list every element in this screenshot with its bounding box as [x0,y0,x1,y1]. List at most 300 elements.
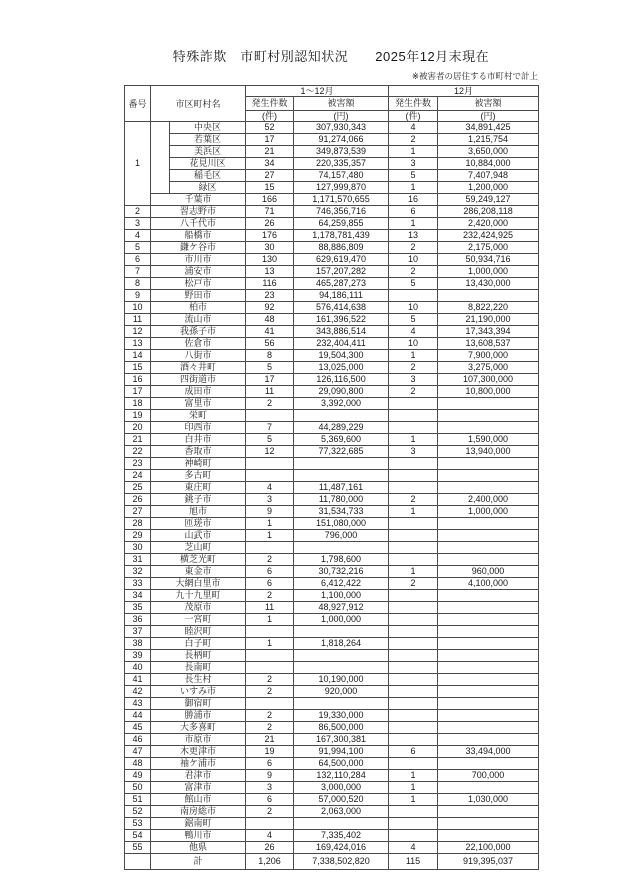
cell-municipality: 銚子市 [151,494,246,506]
cell-cases-annual [246,542,294,554]
cell-amount-annual [294,818,389,830]
cell-cases-annual: 27 [246,170,294,182]
cell-number: 26 [125,494,151,506]
table-row [125,446,539,458]
cell-municipality: 佐倉市 [151,338,246,350]
cell-amount-december [438,530,539,542]
cell-amount-december [438,638,539,650]
cell-number: 48 [125,758,151,770]
cell-cases-annual: 2 [246,674,294,686]
cell-amount-annual: 31,534,733 [294,506,389,518]
cell-cases-annual: 130 [246,254,294,266]
cell-amount-december: 13,430,000 [438,278,539,290]
cell-number: 16 [125,374,151,386]
cell-cases-december [389,638,438,650]
cell-amount-annual: 10,190,000 [294,674,389,686]
cell-amount-annual: 1,798,600 [294,554,389,566]
table-header [125,86,539,122]
cell-municipality: 鎌ケ谷市 [151,242,246,254]
cell-amount-annual [294,626,389,638]
cell-cases-december: 5 [389,314,438,326]
cell-cases-december [389,734,438,746]
table-row [125,854,539,870]
cell-municipality: 茂原市 [151,602,246,614]
cell-cases-december: 2 [389,578,438,590]
header-unit-yen-december: (円) [438,111,539,122]
cell-cases-annual [246,626,294,638]
cell-amount-december: 34,891,425 [438,122,539,134]
cell-cases-annual: 19 [246,746,294,758]
cell-cases-december: 2 [389,134,438,146]
cell-number: 33 [125,578,151,590]
cell-cases-december [389,626,438,638]
cell-number: 38 [125,638,151,650]
cell-cases-december: 5 [389,278,438,290]
table-row [125,242,539,254]
cell-municipality: 鴨川市 [151,830,246,842]
cell-amount-annual: 77,322,685 [294,446,389,458]
cell-municipality: 九十九里町 [151,590,246,602]
cell-cases-annual: 2 [246,398,294,410]
cell-number: 13 [125,338,151,350]
cell-amount-december [438,650,539,662]
cell-cases-december [389,662,438,674]
cell-municipality: 神崎町 [151,458,246,470]
cell-municipality: 稲毛区 [170,170,246,182]
cell-amount-annual: 5,369,600 [294,434,389,446]
cell-amount-december: 286,208,118 [438,206,539,218]
cell-cases-december [389,410,438,422]
cell-cases-december: 1 [389,350,438,362]
table-row [125,362,539,374]
fraud-stats-table [124,85,539,870]
cell-cases-annual: 1 [246,530,294,542]
cell-cases-annual: 2 [246,686,294,698]
cell-cases-annual [246,458,294,470]
cell-cases-annual: 30 [246,242,294,254]
cell-cases-annual: 17 [246,134,294,146]
cell-municipality: 白井市 [151,434,246,446]
cell-number: 11 [125,314,151,326]
cell-cases-december: 4 [389,842,438,854]
cell-number: 54 [125,830,151,842]
table-row [125,506,539,518]
cell-number: 5 [125,242,151,254]
cell-number: 39 [125,650,151,662]
table-row [125,134,539,146]
cell-number: 42 [125,686,151,698]
table-row [125,830,539,842]
cell-amount-annual: 13,025,000 [294,362,389,374]
cell-amount-december: 1,000,000 [438,506,539,518]
cell-amount-december: 59,249,127 [438,194,539,206]
cell-number: 24 [125,470,151,482]
cell-amount-december: 3,650,000 [438,146,539,158]
cell-amount-annual: 3,392,000 [294,398,389,410]
cell-cases-december: 16 [389,194,438,206]
cell-cases-annual: 41 [246,326,294,338]
cell-amount-annual: 2,063,000 [294,806,389,818]
table-row [125,806,539,818]
cell-number: 52 [125,806,151,818]
cell-number: 18 [125,398,151,410]
cell-amount-annual: 64,259,855 [294,218,389,230]
table-row [125,350,539,362]
cell-cases-december: 2 [389,266,438,278]
cell-amount-annual: 7,338,502,820 [294,854,389,870]
cell-municipality: 旭市 [151,506,246,518]
cell-municipality: 流山市 [151,314,246,326]
cell-amount-annual: 151,080,000 [294,518,389,530]
table-row [125,638,539,650]
cell-number: 50 [125,782,151,794]
cell-amount-annual: 1,178,781,439 [294,230,389,242]
cell-cases-annual: 26 [246,218,294,230]
table-row [125,614,539,626]
table-row [125,326,539,338]
cell-municipality: 芝山町 [151,542,246,554]
cell-amount-december [438,518,539,530]
cell-amount-december: 13,940,000 [438,446,539,458]
cell-number: 43 [125,698,151,710]
cell-number: 17 [125,386,151,398]
cell-amount-december: 7,900,000 [438,350,539,362]
cell-amount-annual [294,662,389,674]
cell-cases-december: 3 [389,158,438,170]
cell-amount-annual: 1,171,570,655 [294,194,389,206]
cell-municipality: 富里市 [151,398,246,410]
cell-number: 46 [125,734,151,746]
cell-amount-december: 4,100,000 [438,578,539,590]
cell-cases-annual: 9 [246,506,294,518]
cell-number: 14 [125,350,151,362]
cell-amount-annual: 88,886,809 [294,242,389,254]
table-row [125,314,539,326]
table-row [125,194,539,206]
cell-cases-december: 3 [389,374,438,386]
cell-municipality: 睦沢町 [151,626,246,638]
cell-cases-december: 2 [389,386,438,398]
cell-cases-annual: 1 [246,638,294,650]
cell-amount-annual: 132,110,284 [294,770,389,782]
cell-amount-annual: 169,424,016 [294,842,389,854]
cell-cases-annual: 56 [246,338,294,350]
cell-number: 31 [125,554,151,566]
cell-amount-december [438,554,539,566]
table-row [125,674,539,686]
cell-municipality: 勝浦市 [151,710,246,722]
cell-number: 35 [125,602,151,614]
cell-cases-december [389,518,438,530]
cell-cases-december: 13 [389,230,438,242]
cell-cases-annual: 3 [246,494,294,506]
cell-cases-december [389,710,438,722]
cell-cases-december [389,398,438,410]
cell-cases-annual: 92 [246,302,294,314]
cell-cases-annual: 5 [246,362,294,374]
cell-cases-annual [246,818,294,830]
cell-amount-december: 8,822,220 [438,302,539,314]
table-row [125,542,539,554]
header-amount-december: 被害額 [438,97,539,111]
cell-cases-annual: 2 [246,590,294,602]
table-row [125,794,539,806]
cell-cases-december [389,530,438,542]
cell-amount-december [438,662,539,674]
cell-amount-annual: 7,335,402 [294,830,389,842]
header-period-annual: 1～12月 [246,86,389,97]
cell-cases-december: 2 [389,494,438,506]
cell-amount-annual [294,542,389,554]
cell-amount-december: 10,884,000 [438,158,539,170]
cell-cases-annual: 1 [246,518,294,530]
cell-number: 53 [125,818,151,830]
cell-municipality: 緑区 [170,182,246,194]
cell-amount-annual: 161,396,522 [294,314,389,326]
cell-cases-annual: 166 [246,194,294,206]
cell-cases-december: 10 [389,254,438,266]
table-row [125,842,539,854]
table-row [125,602,539,614]
cell-municipality: 栄町 [151,410,246,422]
cell-amount-annual: 86,500,000 [294,722,389,734]
cell-municipality: 袖ケ浦市 [151,758,246,770]
cell-cases-annual: 17 [246,374,294,386]
cell-amount-annual: 11,487,161 [294,482,389,494]
table-row [125,302,539,314]
cell-amount-december: 919,395,037 [438,854,539,870]
cell-amount-december [438,758,539,770]
cell-municipality: 長柄町 [151,650,246,662]
cell-amount-annual [294,410,389,422]
cell-municipality: 印西市 [151,422,246,434]
cell-municipality: 花見川区 [170,158,246,170]
cell-amount-december: 232,424,925 [438,230,539,242]
cell-cases-december [389,602,438,614]
cell-cases-december: 4 [389,326,438,338]
cell-municipality: 他県 [151,842,246,854]
cell-cases-december: 1 [389,566,438,578]
cell-amount-december: 1,215,754 [438,134,539,146]
cell-amount-december: 2,420,000 [438,218,539,230]
cell-amount-annual: 6,412,422 [294,578,389,590]
cell-amount-annual: 576,414,638 [294,302,389,314]
cell-cases-december [389,674,438,686]
cell-amount-annual [294,458,389,470]
cell-municipality: 習志野市 [151,206,246,218]
cell-cases-annual: 3 [246,782,294,794]
table-row [125,206,539,218]
cell-amount-december [438,626,539,638]
cell-number: 28 [125,518,151,530]
cell-municipality: 船橋市 [151,230,246,242]
cell-cases-december [389,830,438,842]
table-row [125,578,539,590]
cell-cases-december: 1 [389,506,438,518]
cell-number: 15 [125,362,151,374]
cell-cases-december [389,482,438,494]
cell-number: 45 [125,722,151,734]
table-row [125,518,539,530]
cell-amount-december: 960,000 [438,566,539,578]
cell-amount-annual: 349,873,539 [294,146,389,158]
cell-amount-annual: 629,619,470 [294,254,389,266]
cell-number: 3 [125,218,151,230]
cell-cases-december [389,650,438,662]
cell-amount-december: 2,175,000 [438,242,539,254]
cell-amount-annual: 11,780,000 [294,494,389,506]
cell-amount-annual: 127,999,870 [294,182,389,194]
cell-cases-annual: 2 [246,806,294,818]
cell-number: 2 [125,206,151,218]
cell-amount-december [438,614,539,626]
cell-amount-december [438,722,539,734]
cell-municipality: 千葉市 [151,194,246,206]
cell-cases-annual [246,410,294,422]
header-cases-december: 発生件数 [389,97,438,111]
cell-cases-annual: 6 [246,758,294,770]
cell-municipality: 八街市 [151,350,246,362]
table-row [125,218,539,230]
cell-municipality: 長生村 [151,674,246,686]
cell-number: 23 [125,458,151,470]
header-unit-yen-annual: (円) [294,111,389,122]
table-row [125,422,539,434]
cell-amount-december [438,410,539,422]
cell-number: 51 [125,794,151,806]
cell-cases-annual [246,650,294,662]
cell-cases-december: 2 [389,362,438,374]
cell-amount-december [438,710,539,722]
cell-municipality: 四街道市 [151,374,246,386]
cell-cases-december: 4 [389,122,438,134]
cell-amount-december [438,458,539,470]
cell-amount-annual: 48,927,912 [294,602,389,614]
cell-cases-december: 5 [389,170,438,182]
cell-municipality: 君津市 [151,770,246,782]
cell-cases-december: 10 [389,302,438,314]
indent-strip [151,122,170,194]
cell-municipality: 大多喜町 [151,722,246,734]
cell-cases-annual: 15 [246,182,294,194]
cell-cases-december: 115 [389,854,438,870]
cell-cases-annual: 71 [246,206,294,218]
cell-cases-annual: 1,206 [246,854,294,870]
cell-cases-december: 10 [389,338,438,350]
cell-cases-annual: 4 [246,482,294,494]
table-row [125,482,539,494]
cell-cases-december: 1 [389,146,438,158]
cell-cases-annual: 21 [246,734,294,746]
cell-number: 25 [125,482,151,494]
cell-cases-december: 1 [389,794,438,806]
cell-number: 12 [125,326,151,338]
cell-number: 36 [125,614,151,626]
cell-municipality: 浦安市 [151,266,246,278]
cell-cases-december: 3 [389,446,438,458]
cell-amount-annual: 30,732,216 [294,566,389,578]
table-row [125,158,539,170]
cell-amount-annual: 920,000 [294,686,389,698]
cell-cases-december [389,422,438,434]
cell-number: 40 [125,662,151,674]
cell-cases-december [389,698,438,710]
table-row [125,374,539,386]
tally-note: ※被害者の居住する市町村で計上 [411,71,538,81]
cell-cases-annual: 13 [246,266,294,278]
cell-cases-annual: 12 [246,446,294,458]
table-row [125,278,539,290]
cell-municipality: 多古町 [151,470,246,482]
table-row [125,494,539,506]
cell-cases-annual: 6 [246,578,294,590]
cell-number: 29 [125,530,151,542]
cell-cases-annual [246,470,294,482]
cell-municipality: 香取市 [151,446,246,458]
cell-municipality: 白子町 [151,638,246,650]
cell-number: 41 [125,674,151,686]
cell-amount-annual: 126,116,500 [294,374,389,386]
cell-amount-annual: 57,000,520 [294,794,389,806]
cell-number: 22 [125,446,151,458]
header-unit-cases-december: (件) [389,111,438,122]
cell-amount-december: 1,030,000 [438,794,539,806]
cell-number: 21 [125,434,151,446]
cell-cases-december [389,470,438,482]
cell-amount-december [438,470,539,482]
table-row [125,590,539,602]
cell-cases-annual: 116 [246,278,294,290]
cell-number: 49 [125,770,151,782]
cell-cases-annual [246,662,294,674]
cell-cases-annual: 2 [246,710,294,722]
cell-cases-annual: 26 [246,842,294,854]
table-row [125,686,539,698]
cell-amount-annual: 232,404,411 [294,338,389,350]
cell-amount-annual: 465,287,273 [294,278,389,290]
cell-cases-december [389,758,438,770]
cell-municipality: 長南町 [151,662,246,674]
cell-amount-annual [294,650,389,662]
cell-cases-annual: 23 [246,290,294,302]
cell-cases-december [389,542,438,554]
cell-amount-annual: 796,000 [294,530,389,542]
cell-amount-december: 1,000,000 [438,266,539,278]
cell-amount-december [438,542,539,554]
cell-amount-december: 50,934,716 [438,254,539,266]
cell-municipality: 富津市 [151,782,246,794]
cell-amount-annual: 3,000,000 [294,782,389,794]
table-row [125,782,539,794]
cell-amount-annual: 91,274,066 [294,134,389,146]
cell-cases-annual: 11 [246,602,294,614]
cell-cases-december: 1 [389,782,438,794]
cell-cases-december [389,686,438,698]
cell-number: 27 [125,506,151,518]
cell-amount-december: 7,407,948 [438,170,539,182]
header-unit-cases-annual: (件) [246,111,294,122]
cell-cases-december [389,290,438,302]
cell-number: 1 [125,122,151,206]
cell-cases-december: 1 [389,770,438,782]
cell-number: 37 [125,626,151,638]
cell-number: 30 [125,542,151,554]
cell-number: 10 [125,302,151,314]
cell-amount-december: 107,300,000 [438,374,539,386]
header-number: 番号 [125,86,151,122]
cell-cases-annual [246,698,294,710]
table-row [125,530,539,542]
